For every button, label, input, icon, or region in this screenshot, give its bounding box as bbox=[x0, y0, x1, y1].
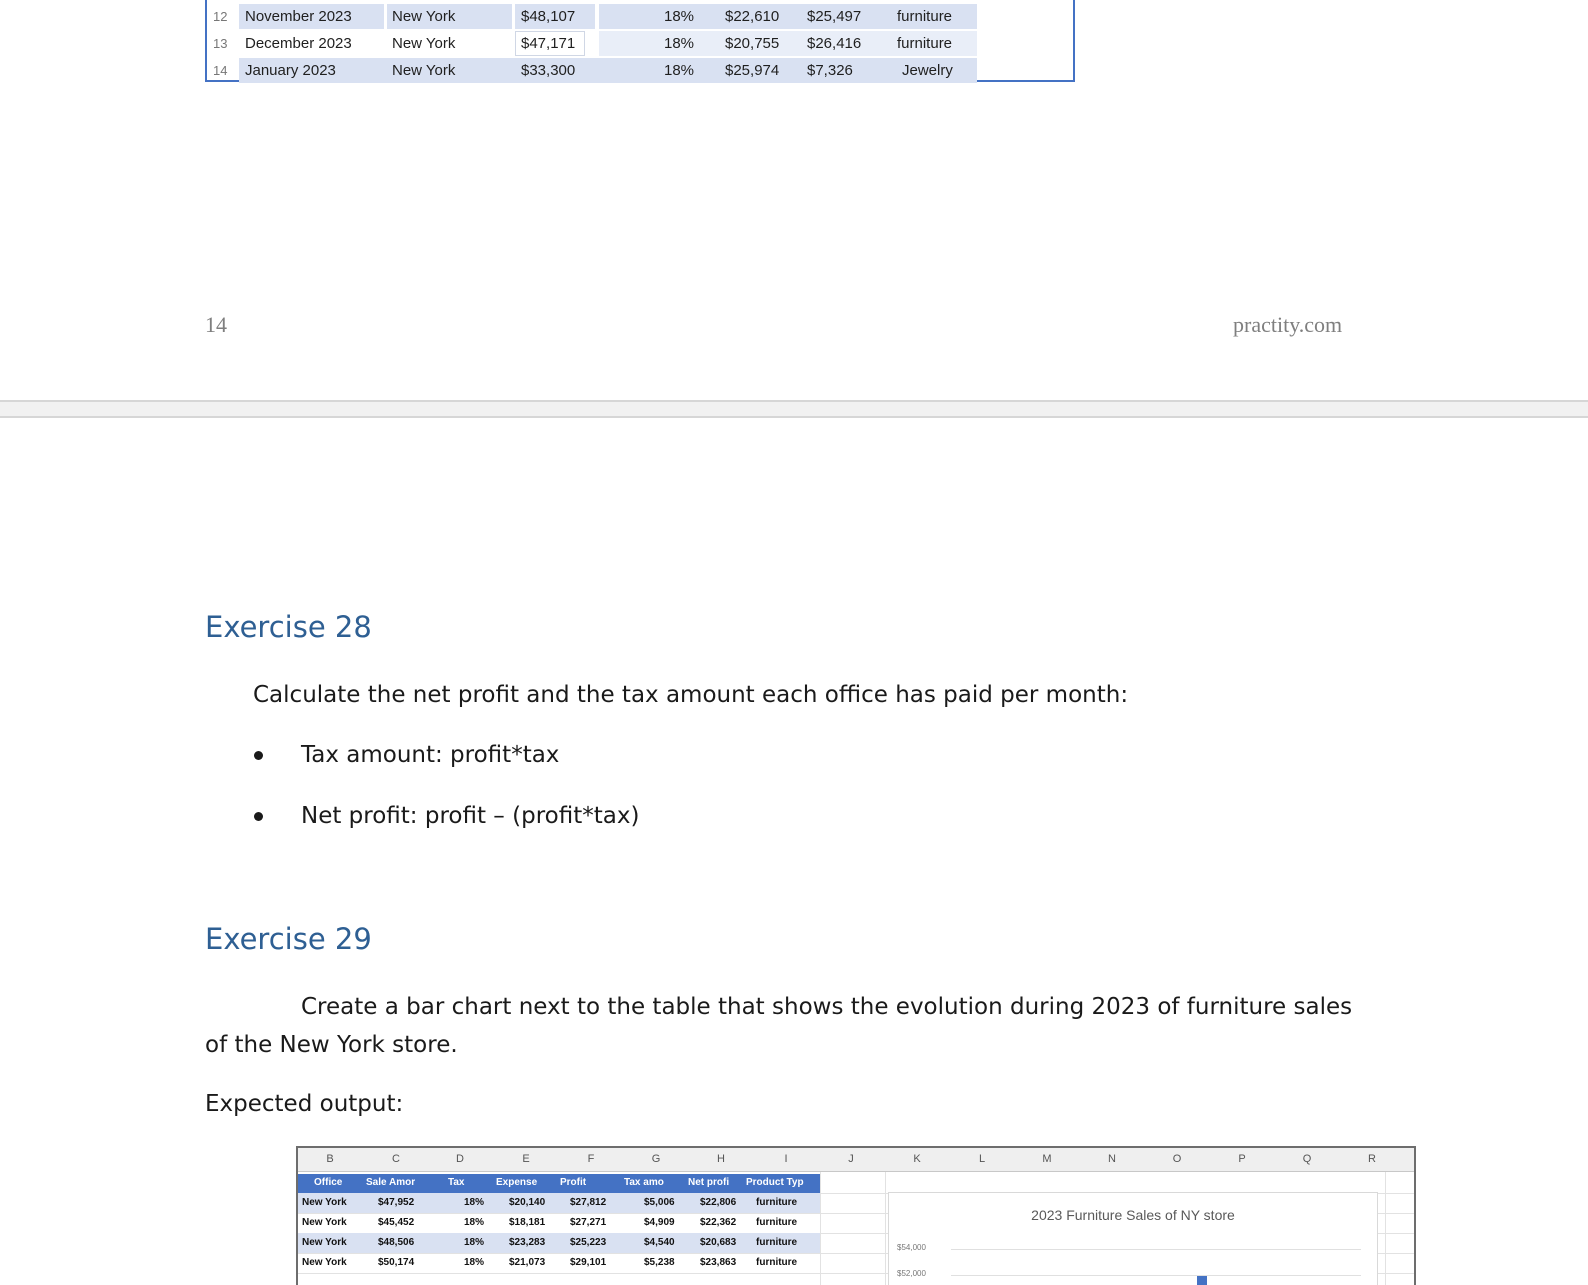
table-row bbox=[207, 3, 1073, 30]
office-cell: New York bbox=[392, 62, 456, 79]
sale-cell: $47,171 bbox=[521, 35, 576, 52]
bullet-icon bbox=[254, 812, 263, 821]
column-label: C bbox=[392, 1153, 400, 1165]
spreadsheet-table-fragment bbox=[205, 0, 1075, 82]
tax-cell: 18% bbox=[664, 62, 695, 79]
sale-cell: $33,300 bbox=[521, 62, 576, 79]
cell: $25,223 bbox=[570, 1237, 607, 1248]
table-row bbox=[207, 57, 1073, 84]
header-cell: Expense bbox=[496, 1177, 538, 1188]
month-cell: November 2023 bbox=[245, 8, 352, 25]
header-cell: Tax amo bbox=[624, 1177, 664, 1188]
column-label: M bbox=[1042, 1153, 1052, 1165]
table-row bbox=[298, 1213, 820, 1233]
y-axis-label: $52,000 bbox=[897, 1269, 926, 1278]
exercise-29-heading: Exercise 29 bbox=[205, 922, 372, 956]
header-cell: Office bbox=[314, 1177, 343, 1188]
month-cell: December 2023 bbox=[245, 35, 352, 52]
expense-cell: $20,755 bbox=[725, 35, 780, 52]
exercise-29-text-line2: of the New York store. bbox=[205, 1032, 458, 1058]
header-cell: Profit bbox=[560, 1177, 587, 1188]
cell: $20,683 bbox=[700, 1237, 737, 1248]
office-cell: New York bbox=[392, 35, 456, 52]
data-header-row bbox=[298, 1174, 820, 1193]
chart-bar bbox=[1197, 1276, 1207, 1285]
column-label: Q bbox=[1302, 1153, 1312, 1165]
profit-cell: $25,497 bbox=[807, 8, 862, 25]
bullet-net-profit: Net profit: profit – (profit*tax) bbox=[301, 803, 640, 829]
header-cell: Net profi bbox=[688, 1177, 730, 1188]
header-cell: Sale Amor bbox=[366, 1177, 416, 1188]
expense-cell: $22,610 bbox=[725, 8, 780, 25]
site-footer: practity.com bbox=[1233, 312, 1343, 337]
cell: $23,283 bbox=[509, 1237, 546, 1248]
expense-cell: $25,974 bbox=[725, 62, 780, 79]
column-label: O bbox=[1172, 1153, 1182, 1165]
chart-title: 2023 Furniture Sales of NY store bbox=[1031, 1207, 1235, 1223]
type-cell: furniture bbox=[897, 35, 953, 52]
type-cell: Jewelry bbox=[902, 62, 953, 79]
expected-output-screenshot bbox=[296, 1146, 1416, 1285]
column-label: G bbox=[651, 1153, 661, 1165]
expected-output-label: Expected output: bbox=[205, 1091, 404, 1117]
cell: $20,140 bbox=[509, 1197, 546, 1208]
column-label: F bbox=[587, 1153, 595, 1165]
row-number: 12 bbox=[213, 9, 228, 24]
row-number: 14 bbox=[213, 63, 228, 78]
cell: $4,909 bbox=[644, 1217, 675, 1228]
page-number: 14 bbox=[205, 312, 227, 337]
column-label: E bbox=[522, 1153, 530, 1165]
cell: $21,073 bbox=[509, 1257, 546, 1268]
cell: $47,952 bbox=[378, 1197, 415, 1208]
cell: $5,238 bbox=[644, 1257, 675, 1268]
cell: $29,101 bbox=[570, 1257, 607, 1268]
cell: furniture bbox=[756, 1197, 798, 1208]
cell: 18% bbox=[464, 1197, 485, 1208]
bullet-tax-amount: Tax amount: profit*tax bbox=[301, 742, 560, 768]
sale-cell: $48,107 bbox=[521, 8, 576, 25]
exercise-28-heading: Exercise 28 bbox=[205, 610, 372, 644]
cell: $27,812 bbox=[570, 1197, 607, 1208]
column-label: B bbox=[326, 1153, 334, 1165]
exercise-28-intro: Calculate the net profit and the tax amount each office has paid per month: bbox=[253, 682, 1129, 708]
bar-chart bbox=[888, 1192, 1378, 1285]
column-label: D bbox=[456, 1153, 464, 1165]
table-row bbox=[298, 1253, 820, 1273]
column-label: J bbox=[848, 1153, 854, 1165]
column-header-bar bbox=[298, 1148, 1414, 1172]
cell: $23,863 bbox=[700, 1257, 737, 1268]
month-cell: January 2023 bbox=[245, 62, 336, 79]
cell: New York bbox=[302, 1217, 347, 1228]
cell: New York bbox=[302, 1257, 347, 1268]
column-label: L bbox=[978, 1153, 986, 1165]
table-row bbox=[298, 1193, 820, 1213]
column-label: N bbox=[1108, 1153, 1116, 1165]
cell: $48,506 bbox=[378, 1237, 415, 1248]
cell: furniture bbox=[756, 1237, 798, 1248]
page-separator bbox=[0, 400, 1588, 418]
tax-cell: 18% bbox=[664, 8, 695, 25]
office-cell: New York bbox=[392, 8, 456, 25]
cell: $22,806 bbox=[700, 1197, 737, 1208]
column-label: R bbox=[1368, 1153, 1376, 1165]
tax-cell: 18% bbox=[664, 35, 695, 52]
table-row bbox=[298, 1233, 820, 1253]
type-cell: furniture bbox=[897, 8, 953, 25]
cell: furniture bbox=[756, 1257, 798, 1268]
y-axis-label: $54,000 bbox=[897, 1243, 926, 1252]
cell: $4,540 bbox=[644, 1237, 675, 1248]
cell: $27,271 bbox=[570, 1217, 607, 1228]
cell: furniture bbox=[756, 1217, 798, 1228]
cell: 18% bbox=[464, 1257, 485, 1268]
column-label: I bbox=[784, 1153, 788, 1165]
column-label: P bbox=[1238, 1153, 1246, 1165]
cell: New York bbox=[302, 1237, 347, 1248]
row-number: 13 bbox=[213, 36, 228, 51]
cell: $5,006 bbox=[644, 1197, 675, 1208]
column-label: K bbox=[913, 1153, 921, 1165]
cell: New York bbox=[302, 1197, 347, 1208]
profit-cell: $26,416 bbox=[807, 35, 862, 52]
cell: $22,362 bbox=[700, 1217, 737, 1228]
header-cell: Tax bbox=[448, 1177, 465, 1188]
bullet-icon bbox=[254, 751, 263, 760]
cell: 18% bbox=[464, 1237, 485, 1248]
cell: $18,181 bbox=[509, 1217, 546, 1228]
exercise-29-text-line1: Create a bar chart next to the table that shows the evolution during 2023 of furniture sales bbox=[301, 994, 1353, 1020]
table-row bbox=[207, 30, 1073, 57]
cell: 18% bbox=[464, 1217, 485, 1228]
cell: $45,452 bbox=[378, 1217, 415, 1228]
column-label: H bbox=[717, 1153, 725, 1165]
cell: $50,174 bbox=[378, 1257, 415, 1268]
profit-cell: $7,326 bbox=[807, 62, 853, 79]
header-cell: Product Typ bbox=[746, 1177, 804, 1188]
